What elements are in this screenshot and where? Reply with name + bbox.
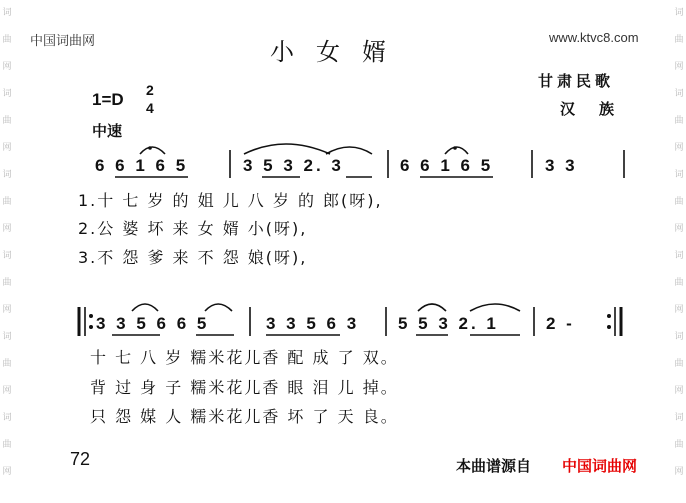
- tempo-marking: 中速: [92, 122, 123, 140]
- side-watermark-char: 曲: [674, 359, 684, 369]
- side-watermark-char: 词: [2, 8, 12, 18]
- side-watermark-char: 网: [674, 467, 684, 477]
- song-ethnicity: 汉族: [560, 100, 639, 118]
- key-signature: 1=D: [92, 90, 124, 109]
- staff1-measure-3: 6 6 1 6 5: [400, 156, 494, 175]
- source-site-link[interactable]: 中国词曲网: [562, 457, 638, 475]
- side-watermark-char: 网: [674, 386, 684, 396]
- side-watermark-char: 曲: [674, 35, 684, 45]
- side-watermark-char: 网: [674, 305, 684, 315]
- side-watermark-char: 曲: [2, 35, 12, 45]
- side-watermark-char: 词: [674, 332, 684, 342]
- side-watermark-char: 词: [2, 413, 12, 423]
- side-watermark-char: 曲: [2, 197, 12, 207]
- staff2-lyric-verse-3: 只 怨 媒 人 糯米花儿香 坏 了 天 良。: [90, 407, 399, 426]
- staff2-tie-2: [205, 304, 232, 311]
- side-watermark-char: 词: [674, 89, 684, 99]
- staff1-tie-1: [140, 147, 165, 154]
- side-watermark-char: 曲: [674, 440, 684, 450]
- side-watermark-char: 词: [674, 170, 684, 180]
- side-watermark-char: 网: [2, 143, 12, 153]
- side-watermark-char: 网: [2, 224, 12, 234]
- time-signature-bottom: 4: [146, 100, 154, 116]
- song-origin: 甘肃民歌: [538, 72, 615, 90]
- side-watermark-char: 网: [2, 62, 12, 72]
- staff2-tie-4: [470, 304, 520, 311]
- song-title: 小女婿: [270, 38, 408, 66]
- side-watermark-char: 网: [2, 467, 12, 477]
- side-watermark-char: 网: [674, 224, 684, 234]
- side-watermark-char: 网: [674, 143, 684, 153]
- side-watermark-char: 词: [674, 413, 684, 423]
- staff1-measure-2: 3 5 3 2. 3: [243, 156, 344, 175]
- side-watermark-char: 网: [2, 386, 12, 396]
- repeat-end-dot-bottom: [607, 325, 611, 329]
- side-watermark-char: 词: [2, 332, 12, 342]
- side-watermark-char: 曲: [674, 197, 684, 207]
- side-watermark-char: 曲: [2, 440, 12, 450]
- staff2-lyric-verse-1: 十 七 八 岁 糯米花儿香 配 成 了 双。: [90, 348, 399, 367]
- staff2-lyric-verse-2: 背 过 身 子 糯米花儿香 眼 泪 儿 掉。: [90, 378, 399, 397]
- watermark-site-name: 中国词曲网: [30, 33, 96, 48]
- staff1-octave-dot-1: [148, 146, 152, 150]
- staff2-tie-1: [132, 304, 158, 311]
- staff1-measure-1: 6 6 1 6 5: [95, 156, 189, 175]
- staff1-measure-4: 3 3: [545, 156, 578, 175]
- staff1-lyric-verse-1: 1.十 七 岁 的 姐 儿 八 岁 的 郎(呀),: [78, 191, 383, 210]
- repeat-end-dot-top: [607, 314, 611, 318]
- repeat-start-dot-top: [89, 314, 93, 318]
- side-watermark-char: 网: [674, 62, 684, 72]
- staff1-lyric-verse-3: 3.不 怨 爹 来 不 怨 娘(呀),: [78, 248, 308, 267]
- side-watermark-char: 曲: [674, 278, 684, 288]
- side-watermark-char: 词: [2, 89, 12, 99]
- time-signature-top: 2: [146, 82, 154, 98]
- staff2-measure-3: 5 5 3 2. 1: [398, 314, 499, 333]
- side-watermark-char: 词: [2, 251, 12, 261]
- repeat-start-dot-bottom: [89, 325, 93, 329]
- staff2-measure-2: 3 3 5 6 3: [266, 314, 360, 333]
- staff1-lyric-verse-2: 2.公 婆 坏 来 女 婿 小(呀),: [78, 219, 308, 238]
- page-number: 72: [70, 449, 91, 469]
- staff1-octave-dot-2: [453, 146, 457, 150]
- source-label: 本曲谱源自: [456, 457, 532, 475]
- side-watermark-char: 曲: [674, 116, 684, 126]
- side-watermark-char: 曲: [2, 359, 12, 369]
- side-watermark-char: 曲: [2, 278, 12, 288]
- staff1-tie-2: [244, 144, 330, 154]
- staff1-tie-3: [326, 147, 372, 154]
- staff2-measure-1: 3 3 5 6 6 5: [96, 314, 210, 333]
- staff2-tie-3: [418, 304, 446, 311]
- watermark-url: www.ktvc8.com: [549, 30, 639, 45]
- side-watermark-char: 曲: [2, 116, 12, 126]
- side-watermark-char: 词: [2, 170, 12, 180]
- side-watermark-char: 词: [674, 251, 684, 261]
- staff2-measure-4: 2 -: [546, 314, 575, 333]
- side-watermark-char: 网: [2, 305, 12, 315]
- side-watermark-char: 词: [674, 8, 684, 18]
